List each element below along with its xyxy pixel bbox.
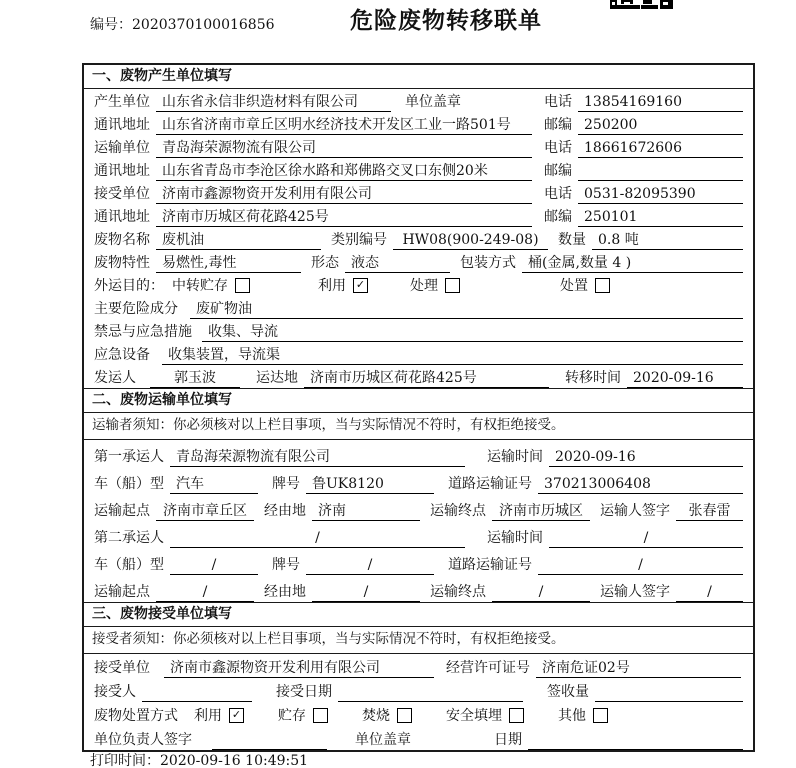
first-carrier-label: 第一承运人 bbox=[94, 449, 164, 465]
route-start-field-1: 济南市章丘区 bbox=[156, 502, 254, 521]
route-via-label-1: 经由地 bbox=[264, 503, 306, 519]
page-title: 危险废物转移联单 bbox=[350, 7, 542, 34]
waste-traits-row bbox=[84, 250, 753, 273]
responsible-signature-label: 单位负责人签字 bbox=[94, 732, 192, 748]
hazard-components-field: 废矿物油 bbox=[190, 300, 743, 319]
purpose-option-use-label: 利用 bbox=[318, 278, 346, 294]
route-via-field-1: 济南 bbox=[312, 502, 420, 521]
transport-time-field-2: / bbox=[549, 529, 743, 548]
sign-date-field bbox=[528, 731, 743, 750]
transfer-time-label: 转移时间 bbox=[565, 370, 621, 386]
signed-quantity-label: 签收量 bbox=[547, 684, 589, 700]
transporter-phone-label: 电话 bbox=[544, 140, 572, 156]
destination-field: 济南市历城区荷花路425号 bbox=[304, 369, 549, 388]
producer-row bbox=[84, 89, 753, 112]
purpose-treat-checkbox bbox=[445, 278, 460, 293]
emergency-equipment-row bbox=[84, 342, 753, 365]
receiver-row bbox=[84, 181, 753, 204]
sign-date-label: 日期 bbox=[494, 732, 522, 748]
destination-label: 运达地 bbox=[256, 370, 298, 386]
transfer-purpose-row bbox=[84, 273, 753, 296]
form-box bbox=[82, 63, 755, 752]
plate-label-1: 牌号 bbox=[272, 476, 300, 492]
emergency-equipment-label: 应急设备 bbox=[94, 347, 150, 363]
route-row-1 bbox=[84, 494, 753, 521]
disposal-store-checkbox bbox=[313, 708, 328, 723]
signoff-row bbox=[84, 726, 753, 750]
waste-name-row bbox=[84, 227, 753, 250]
emergency-equipment-field: 收集装置，导流渠 bbox=[162, 346, 743, 365]
receiver-name-field: 济南市鑫源物资开发利用有限公司 bbox=[156, 185, 532, 204]
serial-label: 编号： bbox=[90, 17, 132, 33]
receiver-label: 接受单位 bbox=[94, 186, 150, 202]
acceptor-notice: 接受者须知：你必须核对以上栏目事项，当与实际情况不符时，有权拒绝接受。 bbox=[84, 627, 753, 654]
disposal-landfill-label: 安全填埋 bbox=[446, 708, 502, 724]
serial-number: 2020370100016856 bbox=[132, 17, 275, 33]
transporter-label: 运输单位 bbox=[94, 140, 150, 156]
first-carrier-field: 青岛海荣源物流有限公司 bbox=[170, 448, 465, 467]
route-start-label-2: 运输起点 bbox=[94, 584, 150, 600]
route-row-2 bbox=[84, 575, 753, 602]
receiver-phone-field: 0531-82095390 bbox=[578, 185, 743, 204]
acceptor-row bbox=[84, 678, 753, 702]
route-end-label-2: 运输终点 bbox=[430, 584, 486, 600]
receiver-address-field: 济南市历城区荷花路425号 bbox=[156, 208, 532, 227]
accept-unit-label: 接受单位 bbox=[94, 660, 150, 676]
waste-form-field: 液态 bbox=[345, 254, 450, 273]
receiver-phone-label: 电话 bbox=[544, 186, 572, 202]
road-cert-label-1: 道路运输证号 bbox=[448, 476, 532, 492]
vehicle-type-field-1: 汽车 bbox=[170, 475, 258, 494]
producer-zip-field: 250200 bbox=[578, 116, 743, 135]
transporter-address-row bbox=[84, 158, 753, 181]
packaging-field: 桶(金属,数量 4 ) bbox=[522, 254, 743, 273]
transfer-purpose-label: 外运目的： bbox=[94, 278, 164, 294]
emergency-measures-row bbox=[84, 319, 753, 342]
transfer-time-field: 2020-09-16 bbox=[627, 369, 743, 388]
print-time-value: 2020-09-16 10:49:51 bbox=[160, 753, 309, 768]
transporter-zip-field bbox=[578, 162, 743, 181]
road-cert-field-2: / bbox=[538, 556, 743, 575]
emergency-measures-label: 禁忌与应急措施 bbox=[94, 324, 192, 340]
license-label: 经营许可证号 bbox=[446, 660, 530, 676]
disposal-method-row bbox=[84, 702, 753, 726]
carrier-signature-field-2: / bbox=[676, 583, 743, 602]
emergency-measures-field: 收集、导流 bbox=[202, 323, 743, 342]
transport-time-label-1: 运输时间 bbox=[487, 449, 543, 465]
plate-label-2: 牌号 bbox=[272, 557, 300, 573]
transporter-row bbox=[84, 135, 753, 158]
accept-date-label: 接受日期 bbox=[276, 684, 332, 700]
section-3-title: 三、废物接受单位填写 bbox=[84, 602, 753, 627]
producer-phone-field: 13854169160 bbox=[578, 93, 743, 112]
producer-address-field: 山东省济南市章丘区明水经济技术开发区工业一路501号 bbox=[156, 116, 532, 135]
accept-date-field bbox=[338, 683, 523, 702]
purpose-option-dispose-label: 处置 bbox=[560, 278, 588, 294]
transporter-zip-label: 邮编 bbox=[544, 163, 572, 179]
transporter-name-field: 青岛海荣源物流有限公司 bbox=[156, 139, 532, 158]
print-time-line bbox=[90, 750, 308, 768]
producer-address-label: 通讯地址 bbox=[94, 117, 150, 133]
packaging-label: 包装方式 bbox=[460, 255, 516, 271]
unit-seal-label: 单位盖章 bbox=[355, 732, 411, 748]
disposal-other-checkbox bbox=[593, 708, 608, 723]
transporter-phone-field: 18661672606 bbox=[578, 139, 743, 158]
producer-name-field: 山东省永信非织造材料有限公司 bbox=[156, 93, 391, 112]
route-via-field-2: / bbox=[312, 583, 420, 602]
acceptor-label: 接受人 bbox=[94, 684, 136, 700]
disposal-landfill-checkbox bbox=[509, 708, 524, 723]
disposal-other-label: 其他 bbox=[558, 708, 586, 724]
road-cert-label-2: 道路运输证号 bbox=[448, 557, 532, 573]
transporter-notice: 运输者须知：你必须核对以上栏目事项，当与实际情况不符时，有权拒绝接受。 bbox=[84, 413, 753, 440]
second-carrier-label: 第二承运人 bbox=[94, 530, 164, 546]
waste-category-field: HW08(900-249-08) bbox=[393, 231, 548, 250]
receiver-address-row bbox=[84, 204, 753, 227]
disposal-use-checkbox: ✓ bbox=[229, 708, 244, 723]
waste-name-field: 废机油 bbox=[156, 231, 321, 250]
hazard-components-row bbox=[84, 296, 753, 319]
waste-traits-field: 易燃性,毒性 bbox=[156, 254, 301, 273]
vehicle-row-2 bbox=[84, 548, 753, 575]
purpose-storage-checkbox bbox=[235, 278, 250, 293]
disposal-burn-label: 焚烧 bbox=[362, 708, 390, 724]
purpose-use-checkbox: ✓ bbox=[353, 278, 368, 293]
producer-seal-label: 单位盖章 bbox=[405, 94, 461, 110]
route-via-label-2: 经由地 bbox=[264, 584, 306, 600]
hazard-components-label: 主要危险成分 bbox=[94, 301, 178, 317]
vehicle-type-label-1: 车（船）型 bbox=[94, 476, 164, 492]
waste-category-label: 类别编号 bbox=[331, 232, 387, 248]
receiver-address-label: 通讯地址 bbox=[94, 209, 150, 225]
license-field: 济南危证02号 bbox=[536, 659, 741, 678]
waste-form-label: 形态 bbox=[311, 255, 339, 271]
route-end-field-2: / bbox=[492, 583, 590, 602]
accept-unit-row bbox=[84, 654, 753, 678]
waste-traits-label: 废物特性 bbox=[94, 255, 150, 271]
waste-name-label: 废物名称 bbox=[94, 232, 150, 248]
producer-zip-label: 邮编 bbox=[544, 117, 572, 133]
disposal-store-label: 贮存 bbox=[278, 708, 306, 724]
purpose-option-storage-label: 中转贮存 bbox=[172, 278, 228, 294]
acceptor-field bbox=[142, 683, 252, 702]
second-carrier-field: / bbox=[170, 529, 465, 548]
receiver-zip-label: 邮编 bbox=[544, 209, 572, 225]
section-2-title: 二、废物运输单位填写 bbox=[84, 388, 753, 413]
carrier-signature-label-2: 运输人签字 bbox=[600, 584, 670, 600]
producer-label: 产生单位 bbox=[94, 94, 150, 110]
route-end-label-1: 运输终点 bbox=[430, 503, 486, 519]
disposal-burn-checkbox bbox=[397, 708, 412, 723]
signed-quantity-field bbox=[595, 683, 743, 702]
plate-field-2: / bbox=[306, 556, 434, 575]
section-1-title: 一、废物产生单位填写 bbox=[84, 65, 753, 89]
route-end-field-1: 济南市历城区 bbox=[492, 502, 590, 521]
producer-phone-label: 电话 bbox=[544, 94, 572, 110]
purpose-option-treat-label: 处理 bbox=[410, 278, 438, 294]
transport-time-label-2: 运输时间 bbox=[487, 530, 543, 546]
accept-unit-field: 济南市鑫源物资开发利用有限公司 bbox=[164, 659, 434, 678]
route-start-label-1: 运输起点 bbox=[94, 503, 150, 519]
dispatcher-label: 发运人 bbox=[94, 370, 136, 386]
vehicle-type-field-2: / bbox=[170, 556, 258, 575]
disposal-use-label: 利用 bbox=[194, 708, 222, 724]
road-cert-field-1: 370213006408 bbox=[538, 475, 743, 494]
dispatch-row bbox=[84, 365, 753, 388]
waste-quantity-field: 0.8 吨 bbox=[592, 231, 743, 250]
waste-quantity-label: 数量 bbox=[558, 232, 586, 248]
print-time-label: 打印时间： bbox=[90, 753, 160, 768]
responsible-signature-field bbox=[212, 731, 327, 750]
plate-field-1: 鲁UK8120 bbox=[306, 475, 434, 494]
vehicle-type-label-2: 车（船）型 bbox=[94, 557, 164, 573]
second-carrier-row bbox=[84, 521, 753, 548]
transporter-address-label: 通讯地址 bbox=[94, 163, 150, 179]
first-carrier-row bbox=[84, 440, 753, 467]
carrier-signature-label-1: 运输人签字 bbox=[600, 503, 670, 519]
carrier-signature-field-1: 张春雷 bbox=[676, 502, 743, 521]
receiver-zip-field: 250101 bbox=[578, 208, 743, 227]
producer-address-row bbox=[84, 112, 753, 135]
transporter-address-field: 山东省青岛市李沧区徐水路和郑佛路交叉口东侧20米 bbox=[156, 162, 532, 181]
disposal-method-label: 废物处置方式 bbox=[94, 708, 178, 724]
dispatcher-field: 郭玉波 bbox=[150, 369, 240, 388]
route-start-field-2: / bbox=[156, 583, 254, 602]
vehicle-row-1 bbox=[84, 467, 753, 494]
transport-time-field-1: 2020-09-16 bbox=[549, 448, 743, 467]
purpose-dispose-checkbox bbox=[595, 278, 610, 293]
qr-code-fragment bbox=[610, 0, 674, 10]
